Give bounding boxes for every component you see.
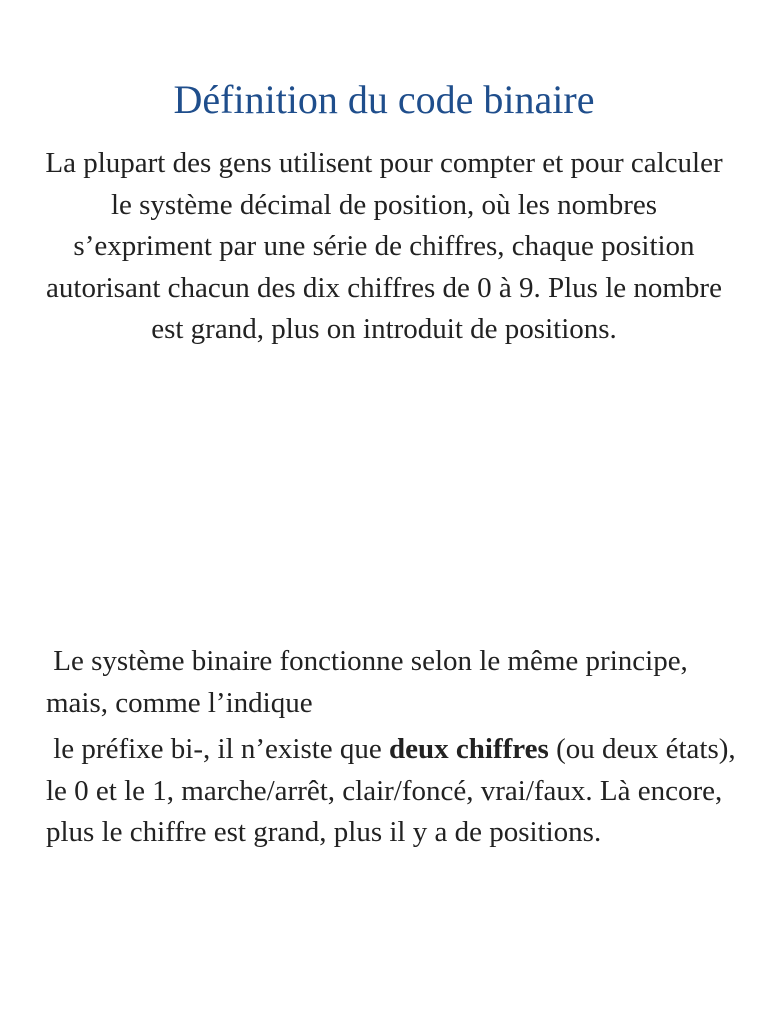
slide-title: Définition du code binaire	[173, 77, 595, 122]
emphasis-two-digits: deux chiffres	[389, 733, 549, 765]
binary-paragraph-2-start: le préfixe bi-, il n’existe que	[46, 733, 390, 765]
binary-paragraph-2-end: (ou deux états), le 0 et le 1, marche/arrêt, clair/foncé, vrai/faux. Là encore, plus le chiffre est grand, plus il y a de positions.	[46, 733, 743, 848]
binary-paragraph-2	[46, 729, 743, 854]
binary-paragraph-1: Le système binaire fonctionne selon le même principe, mais, comme l’indique	[46, 645, 696, 719]
intro-paragraph: La plupart des gens utilisent pour compter et pour calculer le système décimal de position, où les nombres s’expriment par une série de chiffres, chaque position autorisant chacun des dix chiffres de 0 à 9. Plus le nombre est grand, plus on introduit de positions.	[45, 147, 723, 345]
